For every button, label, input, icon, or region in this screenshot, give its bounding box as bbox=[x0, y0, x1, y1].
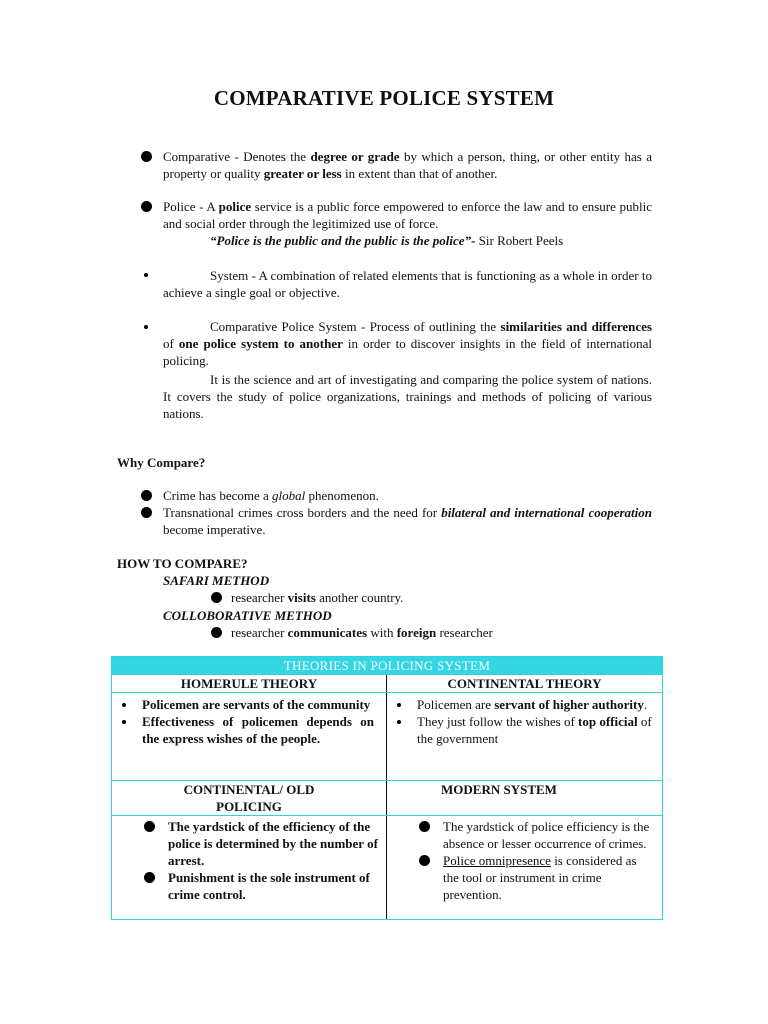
why-heading: Why Compare? bbox=[117, 455, 206, 470]
definition-cps: Comparative Police System - Process of outlining the similarities and differences of one police system to another in order to discover insights in the field of international policing. bbox=[163, 319, 652, 368]
continental-cell bbox=[387, 693, 663, 781]
bullet-icon bbox=[141, 507, 152, 518]
list-item: The yardstick of police efficiency is the absence or lesser occurrence of crimes. bbox=[415, 818, 654, 852]
definition-cps-para2: It is the science and art of investigating and comparing the police system of nations. It covers the study of police organizations, trainings and methods of policing of various nations. bbox=[163, 372, 652, 421]
bullet-icon bbox=[141, 151, 152, 162]
list-item: Policemen are servants of the community bbox=[114, 696, 374, 713]
collab-item: researcher communicates with foreign researcher bbox=[231, 625, 493, 640]
bullet-icon bbox=[211, 627, 222, 638]
list-item: They just follow the wishes of top official of the government bbox=[389, 713, 654, 747]
list-item: Punishment is the sole instrument of crime control. bbox=[140, 869, 380, 903]
table-band: THEORIES IN POLICING SYSTEM bbox=[112, 657, 663, 675]
list-item: The yardstick of the efficiency of the police is determined by the number of arrest. bbox=[140, 818, 380, 869]
how-heading: HOW TO COMPARE? bbox=[117, 556, 248, 571]
safari-item: researcher visits another country. bbox=[231, 590, 404, 605]
list-item: Policemen are servant of higher authority. bbox=[389, 696, 654, 713]
homerule-cell bbox=[112, 693, 387, 781]
collaborative-method: COLLOBORATIVE METHOD bbox=[163, 608, 332, 623]
bullet-icon bbox=[144, 325, 148, 329]
bullet-icon bbox=[141, 490, 152, 501]
modern-system-cell bbox=[387, 816, 663, 920]
list-item: Police omnipresence is considered as the tool or instrument in crime prevention. bbox=[415, 852, 654, 903]
definition-system: System - A combination of related elements that is functioning as a whole in order to achieve a single goal or objective. bbox=[163, 268, 652, 300]
bullet-icon bbox=[141, 201, 152, 212]
old-policing-header: CONTINENTAL/ OLD POLICING bbox=[112, 781, 387, 816]
why-item-2: Transnational crimes cross borders and the need for bilateral and international cooperation become imperative. bbox=[163, 505, 652, 537]
page-title: COMPARATIVE POLICE SYSTEM bbox=[213, 86, 555, 110]
modern-system-header: MODERN SYSTEM bbox=[387, 781, 663, 816]
bullet-icon bbox=[211, 592, 222, 603]
homerule-header: HOMERULE THEORY bbox=[112, 675, 387, 693]
definition-police: Police - A police service is a public force empowered to enforce the law and to ensure public and social order through the legitimized use of force. bbox=[163, 199, 652, 231]
safari-method: SAFARI METHOD bbox=[163, 573, 270, 588]
theories-table bbox=[111, 656, 663, 920]
list-item: Effectiveness of policemen depends on the express wishes of the people. bbox=[114, 713, 374, 747]
bullet-icon bbox=[144, 273, 148, 277]
old-policing-cell bbox=[112, 816, 387, 920]
continental-header: CONTINENTAL THEORY bbox=[387, 675, 663, 693]
police-quote: “Police is the public and the public is the police”- Sir Robert Peels bbox=[210, 233, 564, 248]
definition-comparative: Comparative - Denotes the degree or grade by which a person, thing, or other entity has a property or quality greater or less in extent than that of another. bbox=[163, 149, 652, 181]
why-item-1: Crime has become a global phenomenon. bbox=[163, 488, 379, 503]
